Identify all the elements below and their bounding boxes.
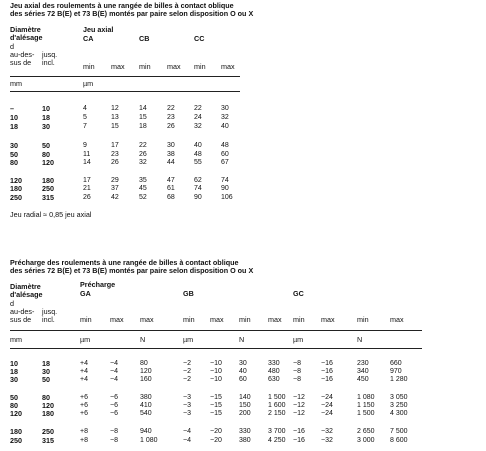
table1-row-value: 48 <box>194 151 202 158</box>
table1-row-value: 22 <box>194 105 202 112</box>
table1-header-d: d <box>10 42 14 51</box>
table1-row-value: 9 <box>83 142 87 149</box>
table2-row-value: 160 <box>140 376 152 383</box>
table2-row-value: 80 <box>140 360 148 367</box>
table2-row-value: −4 <box>110 376 118 383</box>
table2-row-value: −20 <box>210 437 222 444</box>
table2-row-d-from: 120 <box>10 409 22 418</box>
table1-row-value: 106 <box>221 194 233 201</box>
table2-row-value: +8 <box>80 428 88 435</box>
table1-group-ca: CA <box>83 34 94 43</box>
table1-row-d-to: 30 <box>42 122 50 131</box>
table1-row-value: 42 <box>111 194 119 201</box>
table1-header-diametre: Diamètre <box>10 25 41 34</box>
table2-row-value: −10 <box>210 360 222 367</box>
table2-row-value: −16 <box>293 428 305 435</box>
table2-row-value: 1 080 <box>357 394 375 401</box>
table2-row-value: 2 150 <box>268 410 286 417</box>
table1-row-value: 30 <box>167 142 175 149</box>
table1-col-min: min <box>194 62 206 71</box>
table2-row-value: −8 <box>110 437 118 444</box>
table2-col-min: min <box>239 315 251 324</box>
table2-row-value: 330 <box>268 360 280 367</box>
table2-col-min: min <box>80 315 92 324</box>
table2-header-d: d <box>10 299 14 308</box>
table2-row-value: 2 650 <box>357 428 375 435</box>
table1-header-sus-de: sus de <box>10 58 32 67</box>
table1-row-value: 29 <box>111 177 119 184</box>
table2-row-d-to: 80 <box>42 393 50 402</box>
table1-row-value: 26 <box>83 194 91 201</box>
table1-row-value: 55 <box>194 159 202 166</box>
table2-row-value: 1 500 <box>357 410 375 417</box>
table2-title-line1: Précharge des roulements à une rangée de billes à contact oblique <box>10 258 239 267</box>
table2-row-value: −12 <box>293 394 305 401</box>
table2-row-value: −8 <box>293 376 301 383</box>
table2-col-max: max <box>110 315 124 324</box>
table2-row-value: 30 <box>239 360 247 367</box>
table2-row-d-from: 250 <box>10 436 22 445</box>
table2-row-value: −2 <box>183 368 191 375</box>
table2-row-d-from: 30 <box>10 375 18 384</box>
table2-row-value: 7 500 <box>390 428 408 435</box>
table1-row-d-from: 10 <box>10 113 18 122</box>
table2-row-d-to: 18 <box>42 359 50 368</box>
table2-row-value: 380 <box>140 394 152 401</box>
table1-row-value: 23 <box>111 151 119 158</box>
table1-row-value: 17 <box>83 177 91 184</box>
table2-row-value: −10 <box>210 368 222 375</box>
table2-unit-mm: mm <box>10 335 22 344</box>
table2-row-value: 40 <box>239 368 247 375</box>
table2-row-value: +4 <box>80 376 88 383</box>
table2-row-value: −15 <box>210 394 222 401</box>
table2-row-d-from: 10 <box>10 359 18 368</box>
table2-row-value: −24 <box>321 410 333 417</box>
table2-header-dalesage: d'alésage <box>10 290 43 299</box>
table2-col-max: max <box>140 315 154 324</box>
table2-row-value: −12 <box>293 410 305 417</box>
table1-row-value: 24 <box>194 114 202 121</box>
table2-row-value: −10 <box>210 376 222 383</box>
table1-unit-mm: mm <box>10 79 22 88</box>
table1-row-value: 35 <box>139 177 147 184</box>
table1-col-max: max <box>167 62 181 71</box>
table2-row-value: −16 <box>321 360 333 367</box>
table2-row-d-to: 50 <box>42 375 50 384</box>
table1-row-value: 12 <box>111 105 119 112</box>
table1-col-max: max <box>111 62 125 71</box>
table2-row-value: +6 <box>80 394 88 401</box>
table2-row-value: −8 <box>110 428 118 435</box>
table1-row-value: 30 <box>221 105 229 112</box>
table2-row-value: 380 <box>239 437 251 444</box>
table2-row-value: 1 280 <box>390 376 408 383</box>
table1-row-value: 74 <box>194 185 202 192</box>
table2-unit-um-b: µm <box>183 335 194 344</box>
table2-row-value: 150 <box>239 402 251 409</box>
table2-header-diametre: Diamètre <box>10 282 41 291</box>
table1-row-value: 26 <box>139 151 147 158</box>
table2-row-d-from: 80 <box>10 401 18 410</box>
table2-col-min: min <box>357 315 369 324</box>
table1-row-value: 62 <box>194 177 202 184</box>
table2-header-jusq: jusq. <box>42 307 58 316</box>
table1-row-d-from: 50 <box>10 150 18 159</box>
table1-row-value: 14 <box>139 105 147 112</box>
table2-col-max: max <box>390 315 404 324</box>
table2-row-value: 8 600 <box>390 437 408 444</box>
table1-row-value: 40 <box>194 142 202 149</box>
table1-row-value: 21 <box>83 185 91 192</box>
table1-header-dalesage: d'alésage <box>10 33 43 42</box>
table1-row-value: 15 <box>139 114 147 121</box>
table1-row-value: 52 <box>139 194 147 201</box>
table1-row-d-from: 250 <box>10 193 22 202</box>
table1-row-d-to: 315 <box>42 193 54 202</box>
table2-header-prech: Précharge <box>80 280 116 289</box>
table2-row-value: 630 <box>268 376 280 383</box>
table1-row-value: 90 <box>194 194 202 201</box>
table1-header-au-des: au-des- <box>10 50 35 59</box>
table1-row-d-from: 30 <box>10 141 18 150</box>
table1-row-d-to: 80 <box>42 150 50 159</box>
table2-row-d-to: 180 <box>42 409 54 418</box>
table2-row-d-from: 50 <box>10 393 18 402</box>
table1-row-value: 32 <box>221 114 229 121</box>
table2-group-ga: GA <box>80 289 91 298</box>
table2-col-max: max <box>210 315 224 324</box>
table2-unit-n-a: N <box>140 335 146 344</box>
table2-row-value: −6 <box>110 410 118 417</box>
table2-row-value: 4 250 <box>268 437 286 444</box>
table1-row-d-to: 120 <box>42 158 54 167</box>
table1-col-min: min <box>83 62 95 71</box>
table2-row-value: +8 <box>80 437 88 444</box>
table2-row-value: 340 <box>357 368 369 375</box>
table1-row-d-to: 180 <box>42 176 54 185</box>
table1-row-d-to: 50 <box>42 141 50 150</box>
table2-row-value: 330 <box>239 428 251 435</box>
table1-col-max: max <box>221 62 235 71</box>
table2-unit-n-b: N <box>239 335 245 344</box>
table2-row-d-to: 30 <box>42 367 50 376</box>
table1-unit-rule <box>10 91 240 92</box>
table1-col-min: min <box>139 62 151 71</box>
table2-row-value: −32 <box>321 437 333 444</box>
table1-row-value: 7 <box>83 123 87 130</box>
table1-row-value: 67 <box>221 159 229 166</box>
table1-row-d-to: 10 <box>42 104 50 113</box>
table1-row-value: 90 <box>221 185 229 192</box>
table1-row-value: 48 <box>221 142 229 149</box>
table2-row-value: −4 <box>110 368 118 375</box>
table2-row-value: −16 <box>321 376 333 383</box>
table2-group-gc: GC <box>293 289 304 298</box>
table1-header-jeu-axial: Jeu axial <box>83 25 114 34</box>
table2-header-sus-de: sus de <box>10 315 32 324</box>
table2-unit-um-c: µm <box>293 335 304 344</box>
table1-note: Jeu radial ≈ 0,85 jeu axial <box>10 210 92 219</box>
table2-row-value: 60 <box>239 376 247 383</box>
table1-row-value: 26 <box>111 159 119 166</box>
table1-row-value: 45 <box>139 185 147 192</box>
table2-row-value: 1 150 <box>357 402 375 409</box>
table2-row-value: 940 <box>140 428 152 435</box>
table2-row-value: 410 <box>140 402 152 409</box>
table2-row-value: 140 <box>239 394 251 401</box>
table2-row-value: +4 <box>80 360 88 367</box>
table1-row-d-from: 18 <box>10 122 18 131</box>
table2-row-value: 450 <box>357 376 369 383</box>
table1-row-value: 37 <box>111 185 119 192</box>
table1-row-value: 60 <box>221 151 229 158</box>
table2-unit-n-c: N <box>357 335 363 344</box>
table1-row-value: 4 <box>83 105 87 112</box>
table1-group-cc: CC <box>194 34 205 43</box>
table2-row-value: 3 050 <box>390 394 408 401</box>
table1-row-value: 38 <box>167 151 175 158</box>
table1-row-value: 5 <box>83 114 87 121</box>
table2-row-value: −24 <box>321 394 333 401</box>
table1-row-value: 13 <box>111 114 119 121</box>
table2-row-value: 200 <box>239 410 251 417</box>
table1-row-value: 18 <box>139 123 147 130</box>
table2-header-rule <box>10 330 422 331</box>
table1-row-d-from: – <box>10 104 14 113</box>
table2-row-value: −15 <box>210 410 222 417</box>
table1-row-value: 68 <box>167 194 175 201</box>
table1-row-value: 74 <box>221 177 229 184</box>
table2-row-value: +4 <box>80 368 88 375</box>
table2-row-value: −3 <box>183 402 191 409</box>
table1-row-value: 61 <box>167 185 175 192</box>
table1-row-value: 15 <box>111 123 119 130</box>
table2-row-value: 660 <box>390 360 402 367</box>
table2-row-value: −8 <box>293 360 301 367</box>
table2-header-incl: incl. <box>42 315 55 324</box>
table1-title-line2: des séries 72 B(E) et 73 B(E) montés par paire selon disposition O ou X <box>10 9 254 18</box>
table2-title-line2: des séries 72 B(E) et 73 B(E) montés par paire selon disposition O ou X <box>10 266 254 275</box>
table2-row-value: 3 250 <box>390 402 408 409</box>
table1-row-value: 44 <box>167 159 175 166</box>
table2-row-d-to: 250 <box>42 427 54 436</box>
table1-row-d-from: 120 <box>10 176 22 185</box>
table2-row-value: 540 <box>140 410 152 417</box>
table1-row-value: 11 <box>83 151 91 158</box>
table1-row-d-to: 18 <box>42 113 50 122</box>
table2-col-min: min <box>293 315 305 324</box>
table2-row-value: 1 500 <box>268 394 286 401</box>
table1-row-value: 22 <box>139 142 147 149</box>
table2-row-value: 1 600 <box>268 402 286 409</box>
table2-col-max: max <box>268 315 282 324</box>
table2-row-value: −12 <box>293 402 305 409</box>
table2-row-value: +6 <box>80 402 88 409</box>
table2-row-value: −3 <box>183 410 191 417</box>
table2-row-value: 4 300 <box>390 410 408 417</box>
table2-row-value: −16 <box>321 368 333 375</box>
table1-row-value: 40 <box>221 123 229 130</box>
table2-row-value: −8 <box>293 368 301 375</box>
table2-col-min: min <box>183 315 195 324</box>
table2-row-value: −4 <box>183 437 191 444</box>
table2-row-value: 3 700 <box>268 428 286 435</box>
table1-row-value: 26 <box>167 123 175 130</box>
table2-row-value: 120 <box>140 368 152 375</box>
table2-row-value: 1 080 <box>140 437 158 444</box>
table2-row-value: −2 <box>183 360 191 367</box>
table1-header-incl: incl. <box>42 58 55 67</box>
table1-row-value: 23 <box>167 114 175 121</box>
table1-row-value: 22 <box>167 105 175 112</box>
table2-unit-um-a: µm <box>80 335 91 344</box>
table2-row-d-from: 180 <box>10 427 22 436</box>
table1-row-value: 32 <box>194 123 202 130</box>
table2-header-au-des: au-des- <box>10 307 35 316</box>
table1-title-line1: Jeu axial des roulements à une rangée de billes à contact oblique <box>10 1 234 10</box>
table2-row-value: −6 <box>110 402 118 409</box>
table2-row-value: −24 <box>321 402 333 409</box>
table2-row-value: −20 <box>210 428 222 435</box>
table1-row-value: 47 <box>167 177 175 184</box>
table1-header-rule <box>10 76 240 77</box>
table2-row-value: −2 <box>183 376 191 383</box>
table2-row-d-to: 120 <box>42 401 54 410</box>
table2-row-value: −16 <box>293 437 305 444</box>
table2-unit-rule <box>10 348 422 349</box>
table2-group-gb: GB <box>183 289 194 298</box>
table2-row-value: −6 <box>110 394 118 401</box>
table2-row-value: 480 <box>268 368 280 375</box>
table1-row-d-to: 250 <box>42 184 54 193</box>
table2-col-max: max <box>321 315 335 324</box>
table1-header-jusq: jusq. <box>42 50 58 59</box>
table2-row-d-from: 18 <box>10 367 18 376</box>
table2-row-value: −32 <box>321 428 333 435</box>
table1-row-d-from: 180 <box>10 184 22 193</box>
table1-row-value: 32 <box>139 159 147 166</box>
table1-row-d-from: 80 <box>10 158 18 167</box>
table1-group-cb: CB <box>139 34 150 43</box>
table2-row-value: 230 <box>357 360 369 367</box>
table2-row-value: 3 000 <box>357 437 375 444</box>
table2-row-value: −3 <box>183 394 191 401</box>
table1-row-value: 14 <box>83 159 91 166</box>
table1-row-value: 17 <box>111 142 119 149</box>
table2-row-value: −4 <box>110 360 118 367</box>
table2-row-value: −15 <box>210 402 222 409</box>
table2-row-value: −4 <box>183 428 191 435</box>
table2-row-d-to: 315 <box>42 436 54 445</box>
table1-unit-um: µm <box>83 79 94 88</box>
table2-row-value: +6 <box>80 410 88 417</box>
table2-row-value: 970 <box>390 368 402 375</box>
